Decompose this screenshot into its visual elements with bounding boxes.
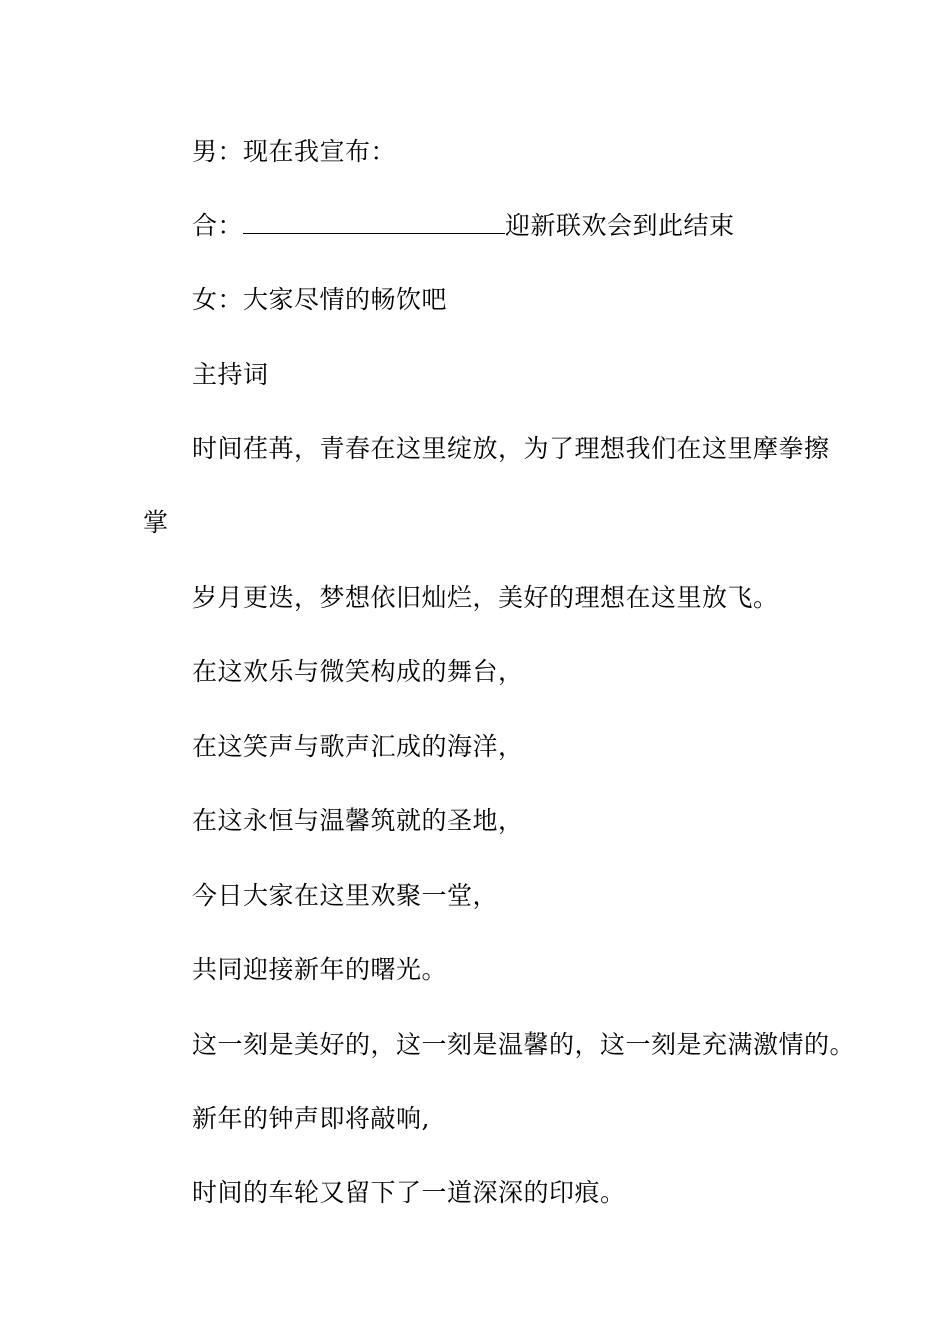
- text-line: 今日大家在这里欢聚一堂，: [192, 881, 499, 910]
- text-line-continuation: 掌: [143, 508, 169, 537]
- text-line: 这一刻是美好的，这一刻是温馨的，这一刻是充满激情的。: [192, 1030, 856, 1059]
- text-line: 女：大家尽情的畅饮吧: [192, 285, 448, 314]
- blank-suffix: 迎新联欢会到此结束: [505, 211, 735, 240]
- text-line: 共同迎接新年的曙光。: [192, 955, 448, 984]
- text-line: 在这欢乐与微笑构成的舞台，: [192, 657, 524, 686]
- text-line: 时间荏苒，青春在这里绽放，为了理想我们在这里摩拳擦: [192, 434, 830, 463]
- text-line-with-blank: [192, 211, 735, 241]
- speaker-label: 合：: [192, 211, 244, 240]
- section-heading: 主持词: [192, 360, 269, 389]
- text-line: 新年的钟声即将敲响,: [192, 1104, 430, 1133]
- text-line: 在这永恒与温馨筑就的圣地，: [192, 806, 524, 835]
- fill-in-blank: [243, 211, 505, 234]
- text-line: 在这笑声与歌声汇成的海洋，: [192, 732, 524, 761]
- text-line: 岁月更迭，梦想依旧灿烂，美好的理想在这里放飞。: [192, 583, 779, 612]
- text-line: 时间的车轮又留下了一道深深的印痕。: [192, 1178, 626, 1207]
- text-line: 男：现在我宣布：: [192, 137, 397, 166]
